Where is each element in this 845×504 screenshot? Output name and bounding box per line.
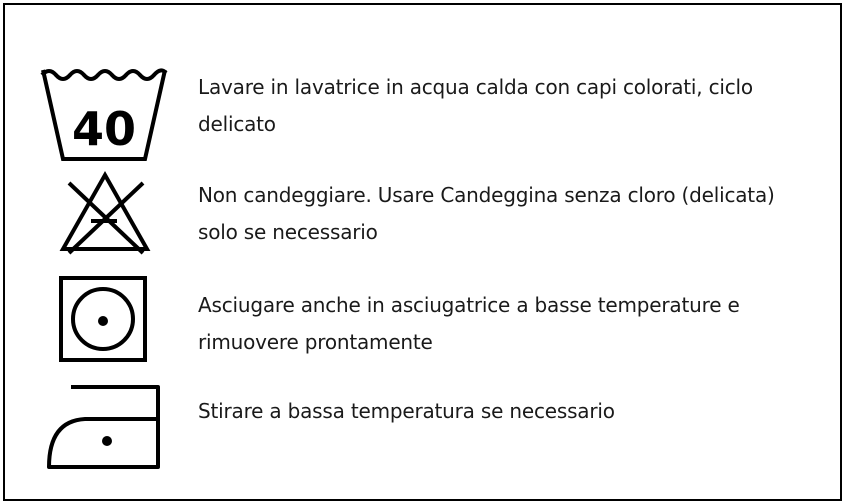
wash-40-icon	[39, 67, 169, 161]
care-text-bleach: Non candeggiare. Usare Candeggina senza cloro (delicata) solo se necessario	[198, 183, 775, 244]
iron-low-icon	[45, 383, 165, 471]
tumble-dry-low-icon	[59, 276, 147, 362]
care-text-wash: Lavare in lavatrice in acqua calda con capi colorati, ciclo delicato	[198, 75, 753, 136]
care-label-panel	[3, 3, 842, 501]
no-bleach-icon	[57, 169, 153, 255]
wash-temperature: 40	[71, 102, 137, 156]
care-text-iron: Stirare a bassa temperatura se necessario	[198, 399, 615, 423]
care-text-dry: Asciugare anche in asciugatrice a basse temperature e rimuovere prontamente	[198, 293, 740, 354]
